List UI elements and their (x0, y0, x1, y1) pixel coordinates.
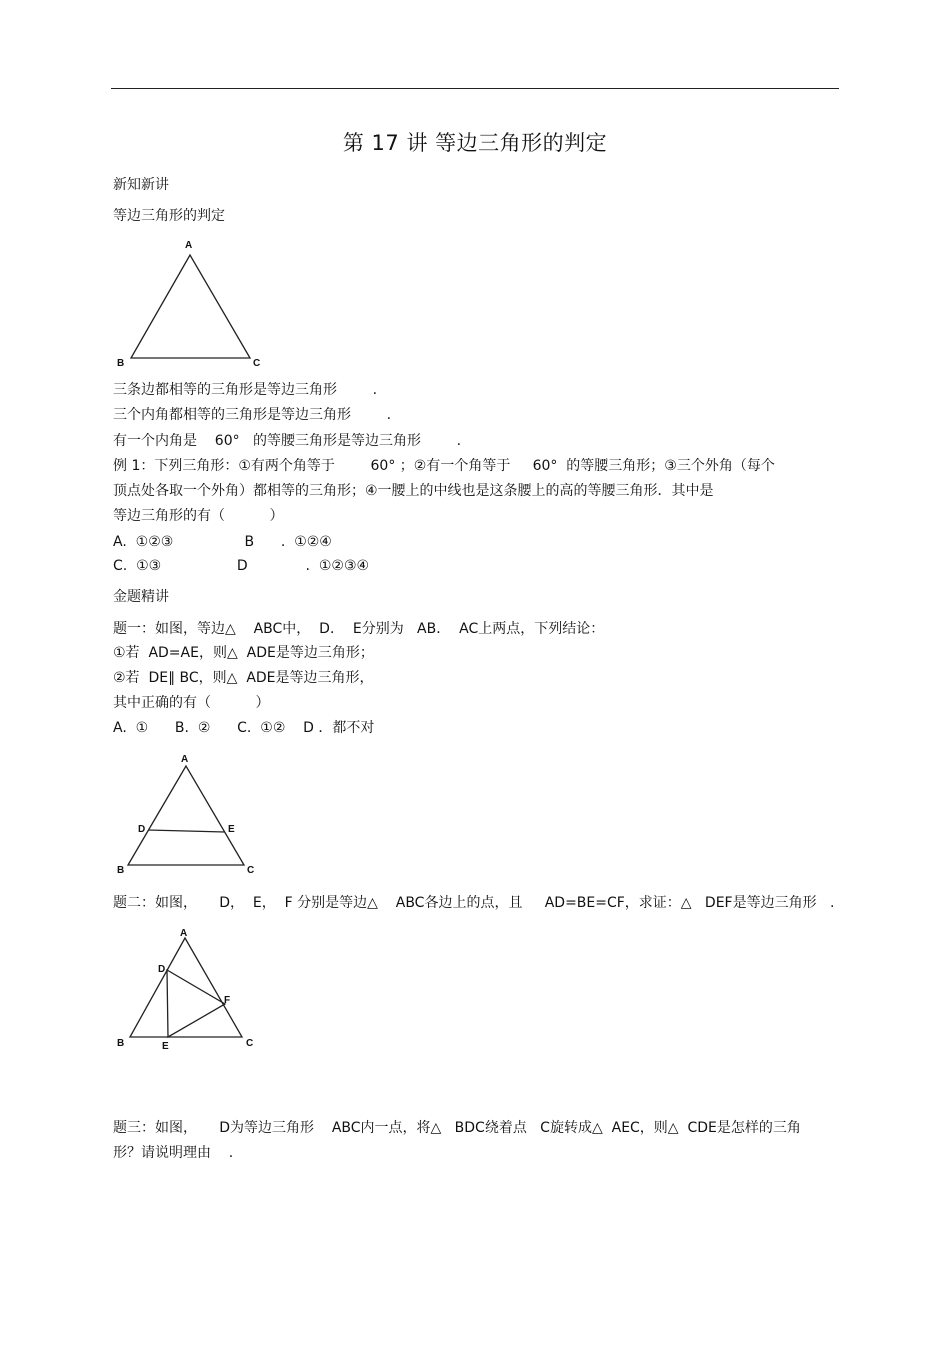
section-heading-new-knowledge: 新知新讲 (113, 177, 169, 193)
label-E: E (162, 1041, 169, 1052)
page-title: 第 17 讲 等边三角形的判定 (342, 131, 608, 155)
figure-equilateral-triangle (110, 235, 270, 375)
label-A: A (185, 240, 193, 251)
label-B: B (117, 865, 125, 876)
label-C: C (247, 865, 255, 876)
example-text: 顶点处各取一个外角）都相等的三角形；④一腰上的中线也是这条腰上的高的等腰三角形．其中是 (113, 483, 714, 499)
example-text: 等边三角形的有（ ） (113, 508, 284, 524)
problem-text: ①若 AD=AE，则△ ADE是等边三角形； (113, 645, 374, 661)
rule-line: 三个内角都相等的三角形是等边三角形 . (113, 407, 392, 423)
label-D: D (158, 964, 166, 975)
label-B: B (117, 1038, 125, 1049)
problem-options: A. ① B. ② C. ①② D ．都不对 (113, 720, 375, 736)
problem-text: 题一：如图，等边△ ABC中， D． E分别为 AB． AC上两点，下列结论： (113, 621, 605, 637)
label-C: C (246, 1038, 254, 1049)
label-D: D (138, 824, 146, 835)
section-heading-problems: 金题精讲 (113, 589, 169, 605)
problem-text: ②若 DE∥ BC，则△ ADE是等边三角形， (113, 670, 374, 686)
rule-line: 有一个内角是 60° 的等腰三角形是等边三角形 . (113, 433, 462, 449)
subsection-heading: 等边三角形的判定 (113, 208, 225, 224)
problem-text: 题三：如图， D为等边三角形 ABC内一点，将△ BDC绕着点 C旋转成△ AEC，则△ CDE是怎样的三角 (113, 1120, 801, 1136)
example-options: C. ①③ D . ①②③④ (113, 558, 370, 574)
example-options: A. ①②③ B . ①②④ (113, 534, 332, 550)
label-B: B (117, 358, 125, 369)
figure-triangle-def (110, 922, 270, 1057)
problem-text: 形？请说明理由 . (113, 1145, 234, 1161)
label-E: E (228, 824, 235, 835)
example-text: 例 1：下列三角形：①有两个角等于 60° ；②有一个角等于 60° 的等腰三角形；③三个外角（每个 (113, 458, 775, 474)
label-F: F (224, 995, 231, 1006)
label-C: C (253, 358, 261, 369)
header-rule (111, 88, 839, 89)
label-A: A (181, 754, 189, 765)
label-A: A (180, 928, 188, 939)
rule-line: 三条边都相等的三角形是等边三角形 . (113, 382, 378, 398)
problem-text: 题二：如图， D， E， F 分别是等边△ ABC各边上的点，且 AD=BE=CF，求证：△ DEF是等边三角形 . (113, 895, 835, 911)
problem-text: 其中正确的有（ ） (113, 695, 270, 711)
figure-triangle-with-de (110, 750, 270, 880)
